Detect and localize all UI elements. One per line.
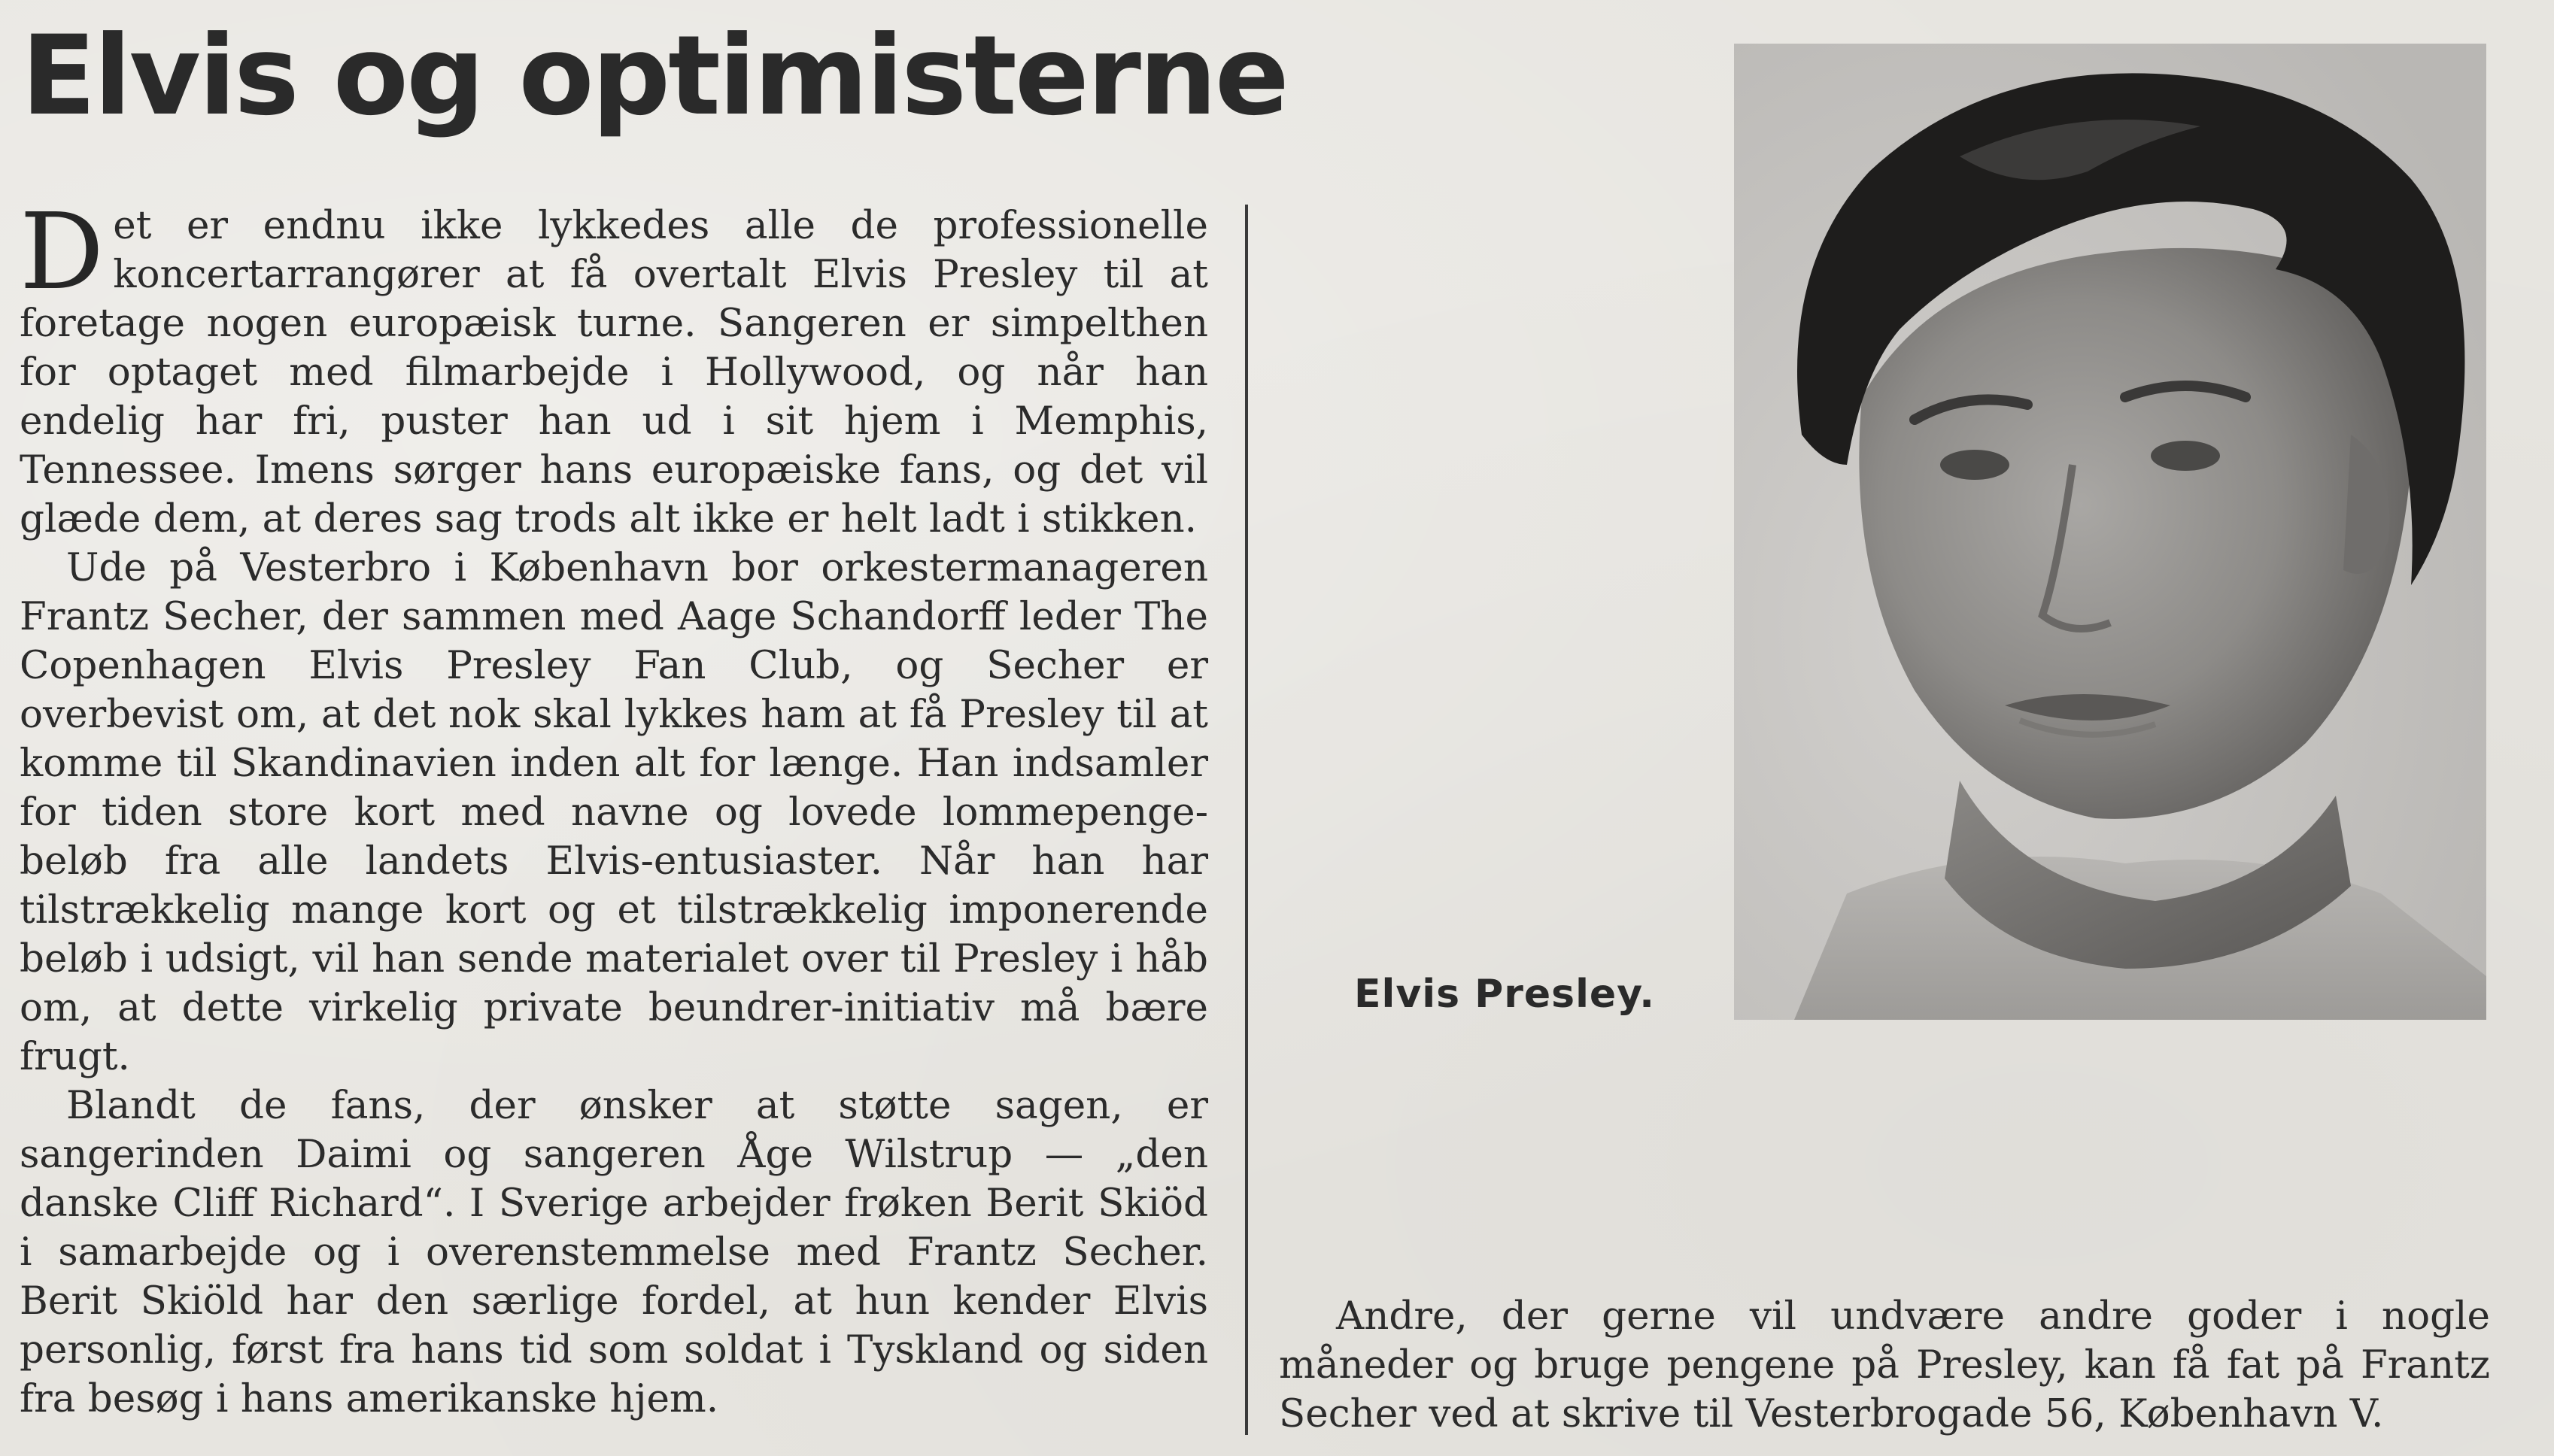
article-body-right-column (1279, 1292, 2490, 1439)
paragraph-3: Blandt de fans, der ønsker at støtte sagen, er sangerinden Daimi og sangeren Åge Wilstrup — „den danske Cliff Richard“. I Sverige arbejder frøken Berit Skiöd i samarbejde og i overenstemmelse med Frantz Secher. Berit Skiöld har den særlige fordel, at hun kender Elvis personlig, først fra hans tid som soldat i Tyskland og siden fra besøg i hans amerikanske hjem. (20, 1083, 1208, 1421)
headline: Elvis og optimisterne (21, 12, 1287, 140)
closing-paragraph: Andre, der gerne vil undvære andre goder i nogle måneder og bruge pengene på Presley, kan få fat på Frantz Secher ved at skrive til Vesterbrogade 56, København V. (1279, 1294, 2490, 1436)
paragraph-1 (20, 191, 1208, 544)
portrait-photo (1734, 44, 2486, 1020)
column-divider (1245, 205, 1248, 1435)
drop-cap: D (20, 191, 105, 314)
portrait-illustration (1734, 44, 2486, 1020)
photo-caption: Elvis Presley. (1354, 972, 1656, 1017)
paragraph-1-text: et er endnu ikke lykkedes alle de professionelle koncertarrangører at få overtalt Elvis Presley til at foretage nogen europæisk turne. Sangeren er simpelthen for optaget med filmarbejde i Hollywood, og når han endelig har fri, puster han ud i sit hjem i Memphis, Tennessee. Imens sørger hans europæiske fans, og det vil glæde dem, at deres sag trods alt ikke er helt ladt i stikken. (20, 203, 1208, 541)
article-body-left-column (20, 191, 1208, 1424)
paragraph-2: Ude på Vesterbro i København bor orkestermanageren Frantz Secher, der sammen med Aage Schandorff leder The Copenhagen Elvis Presley Fan Club, og Secher er overbevist om, at det nok skal lykkes ham at få Presley til at komme til Skandinavien inden alt for længe. Han indsamler for tiden store kort med navne og lovede lommepenge-beløb fra alle landets Elvis-entusiaster. Når han har tilstrækkelig mange kort og et tilstrækkelig imponerende beløb i udsigt, vil han sende materialet over til Presley i håb om, at dette virkelig private beundrer-initiativ må bære frugt. (20, 545, 1208, 1079)
